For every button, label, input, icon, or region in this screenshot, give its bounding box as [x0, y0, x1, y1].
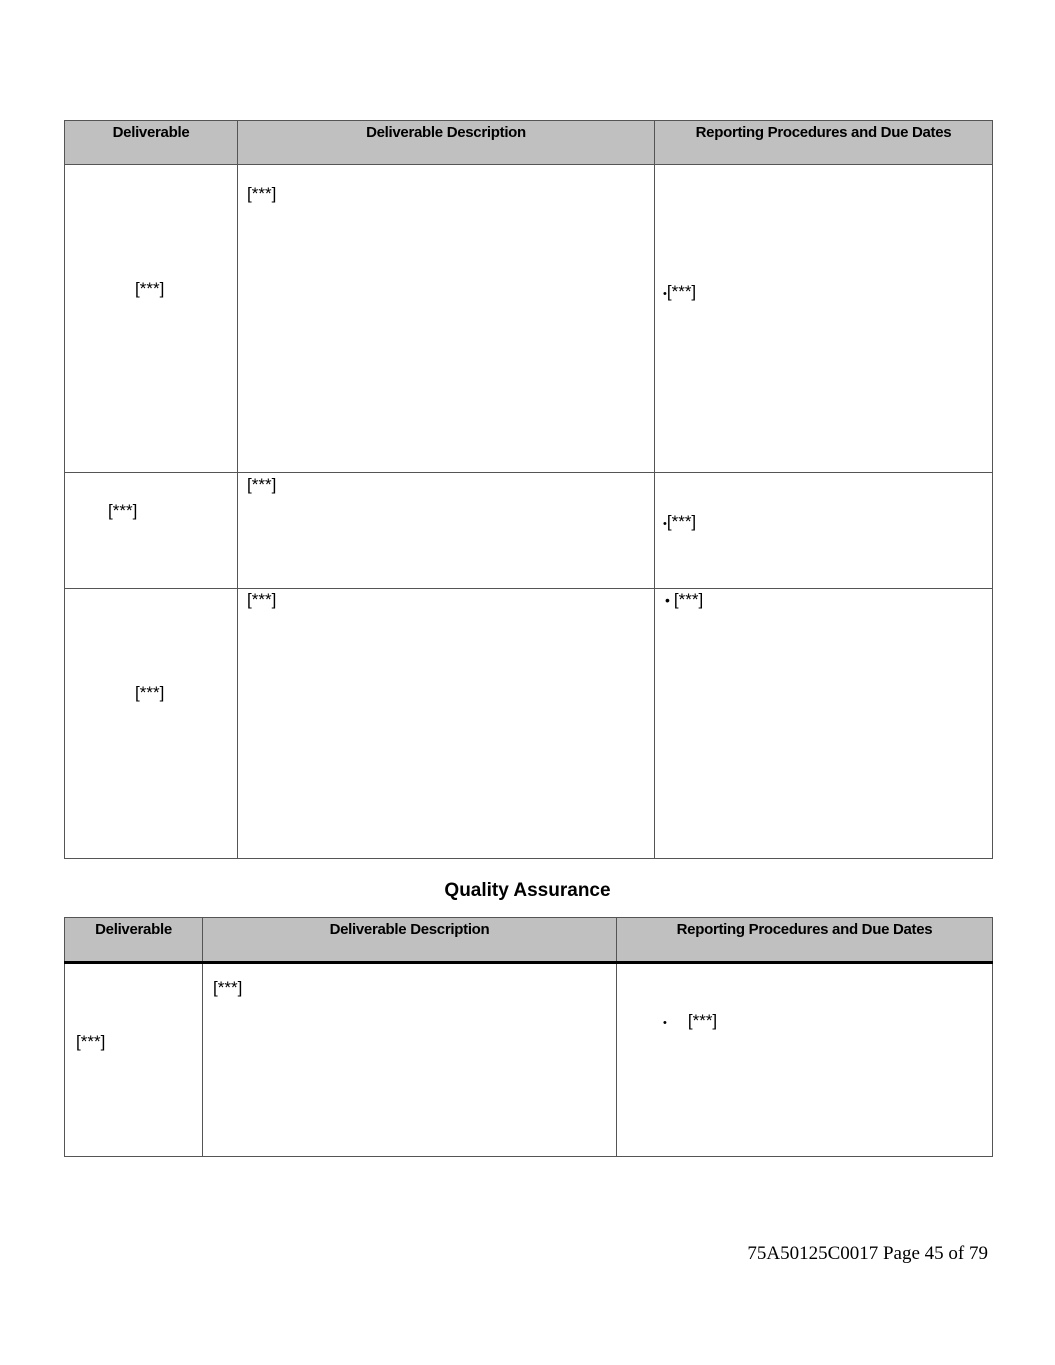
- header-reporting: Reporting Procedures and Due Dates: [655, 121, 993, 165]
- description-text: [***]: [247, 475, 277, 494]
- description-text: [***]: [247, 184, 277, 203]
- header-deliverable: Deliverable: [65, 121, 238, 165]
- reporting-text: [***]: [666, 282, 697, 301]
- description-cell: [238, 165, 655, 473]
- deliverable-cell: [65, 589, 238, 859]
- reporting-cell: [655, 589, 993, 859]
- bullet-icon: •: [663, 1017, 667, 1029]
- reporting-cell: [617, 963, 993, 1157]
- section-title: Quality Assurance: [444, 880, 611, 901]
- deliverable-text: [***]: [108, 501, 138, 520]
- header-reporting: Reporting Procedures and Due Dates: [617, 918, 993, 963]
- deliverable-text: [***]: [135, 279, 165, 298]
- reporting-text: [***]: [687, 1011, 718, 1030]
- table-header-row: [65, 918, 993, 963]
- table-row: [65, 165, 993, 473]
- reporting-cell: [655, 165, 993, 473]
- description-text: [***]: [213, 978, 243, 997]
- page-footer: 75A50125C0017 Page 45 of 79: [747, 1243, 988, 1264]
- header-description: Deliverable Description: [238, 121, 655, 165]
- deliverable-text: [***]: [135, 683, 165, 702]
- table-row: [65, 473, 993, 589]
- header-description: Deliverable Description: [203, 918, 617, 963]
- deliverable-cell: [65, 165, 238, 473]
- header-deliverable: Deliverable: [65, 918, 203, 963]
- description-text: [***]: [247, 590, 277, 609]
- reporting-text: [***]: [673, 590, 704, 609]
- deliverable-text: [***]: [76, 1032, 106, 1051]
- description-cell: [238, 589, 655, 859]
- table-row: [65, 963, 993, 1157]
- description-cell: [238, 473, 655, 589]
- deliverable-cell: [65, 963, 203, 1157]
- reporting-text: [***]: [666, 512, 697, 531]
- reporting-cell: [655, 473, 993, 589]
- quality-assurance-table: [64, 917, 993, 1157]
- description-cell: [203, 963, 617, 1157]
- table-row: [65, 589, 993, 859]
- table-header-row: [65, 121, 993, 165]
- bullet-icon: •: [663, 518, 667, 530]
- bullet-icon: •: [663, 288, 667, 300]
- deliverables-table: [64, 120, 993, 859]
- deliverable-cell: [65, 473, 238, 589]
- bullet-icon: •: [665, 592, 670, 608]
